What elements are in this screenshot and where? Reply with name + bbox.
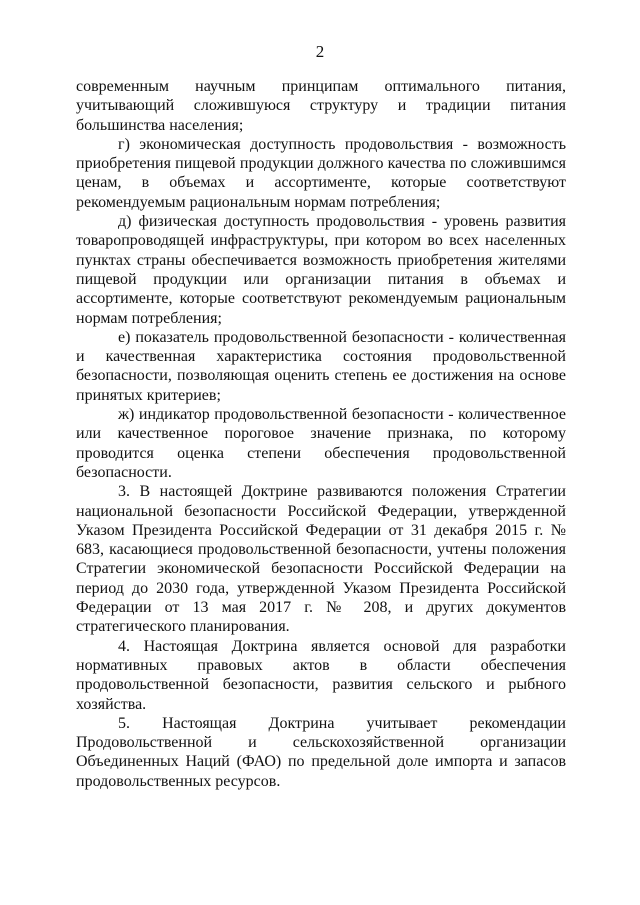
paragraph-continuation: современным научным принципам оптимального питания, учитывающий сложившуюся структуру и традиции питания большинства населения; xyxy=(76,78,566,134)
paragraph-section-3: 3. В настоящей Доктрине развиваются положения Стратегии национальной безопасности Российской Федерации, утвержденной Указом Президента Российской Федерации от 31 декабря 2015 г. № 683, касающиеся продовольственной безопасности, учтены положения Стратегии экономической безопасности Российской Федерации на период до 2030 года, утвержденной Указом Президента Российской Федерации от 13 мая 2017 г. № 208, и других документов стратегического планирования. xyxy=(76,483,566,636)
page-number: 2 xyxy=(315,42,325,61)
paragraph-item-d: д) физическая доступность продовольствия - уровень развития товаропроводящей инфраструктуры, при котором во всех населенных пунктах страны обеспечивается возможность приобретения жителями пищевой продукции или организации питания в объемах и ассортименте, которые соответствуют рекомендуемым рациональным нормам потребления; xyxy=(76,213,566,327)
paragraph-section-5: 5. Настоящая Доктрина учитывает рекомендации Продовольственной и сельскохозяйственной организации Объединенных Наций (ФАО) по предельной доле импорта и запасов продовольственных ресурсов. xyxy=(76,714,566,790)
paragraph-item-e: е) показатель продовольственной безопасности - количественная и качественная характеристика состояния продовольственной безопасности, позволяющая оценить степень ее достижения на основе принятых критериев; xyxy=(76,328,566,404)
document-body xyxy=(76,77,566,791)
paragraph-item-zh: ж) индикатор продовольственной безопасности - количественное или качественное пороговое значение признака, по которому проводится оценка степени обеспечения продовольственной безопасности. xyxy=(76,406,566,481)
paragraph-section-4: 4. Настоящая Доктрина является основой для разработки нормативных правовых актов в области обеспечения продовольственной безопасности, развития сельского и рыбного хозяйства. xyxy=(76,637,566,713)
paragraph-item-g: г) экономическая доступность продовольствия - возможность приобретения пищевой продукции должного качества по сложившимся ценам, в объемах и ассортименте, которые соответствуют рекомендуемым рациональным нормам потребления; xyxy=(76,135,566,211)
